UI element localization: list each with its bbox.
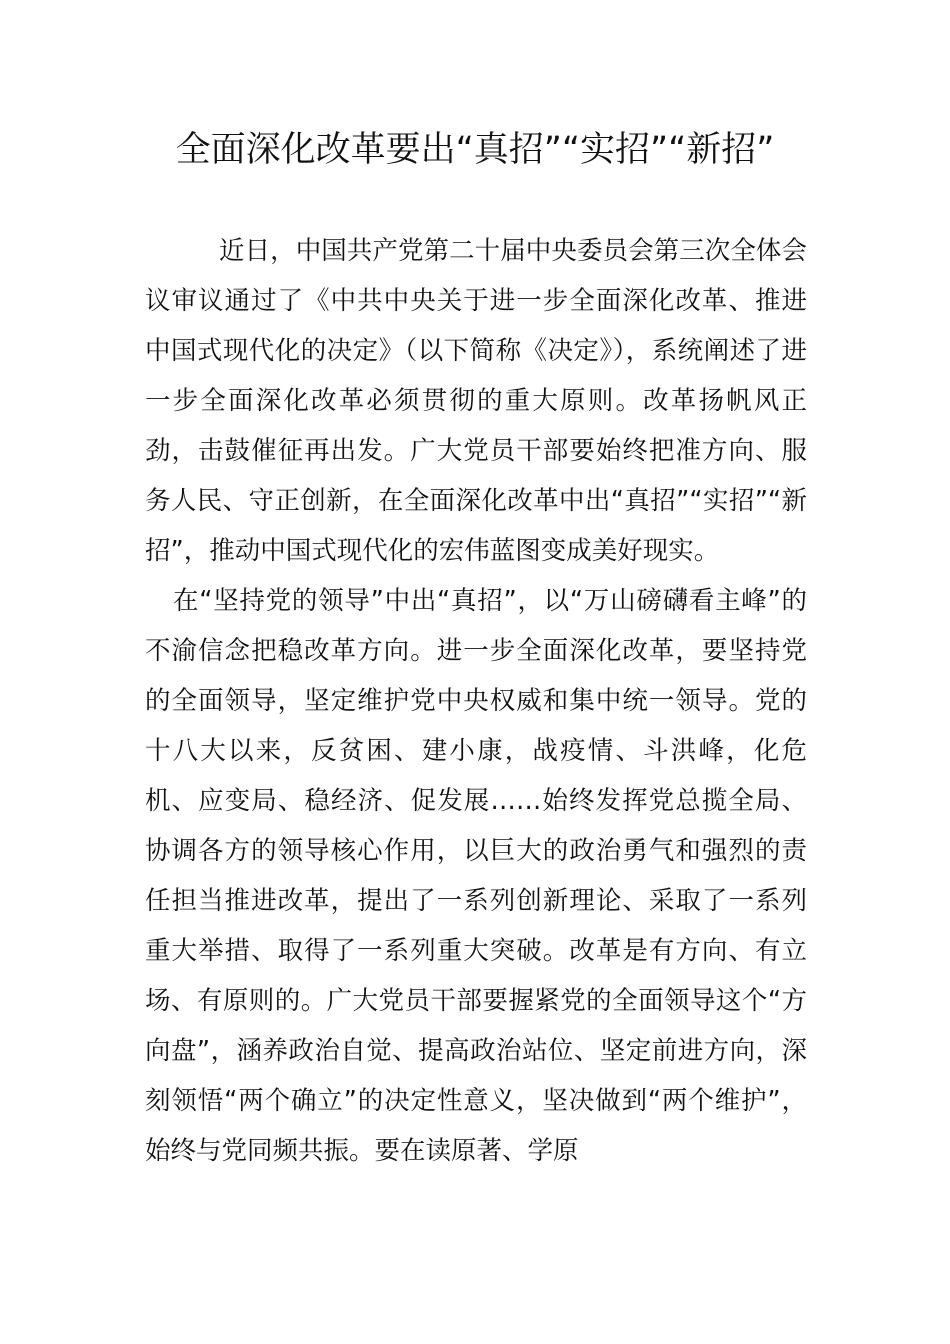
document-body <box>145 226 807 1176</box>
document-title: 全面深化改革要出“真招”“实招”“新招” <box>175 130 775 170</box>
paragraph-intro: 近日，中国共产党第二十届中央委员会第三次全体会议审议通过了《中共中央关于进一步全面深化改革、推进中国式现代化的决定》（以下简称《决定》），系统阐述了进一步全面深化改革必须贯彻的重大原则。改革扬帆风正劲，击鼓催征再出发。广大党员干部要始终把准方向、服务人民、守正创新，在全面深化改革中出“真招”“实招”“新招”，推动中国式现代化的宏伟蓝图变成美好现实。 <box>145 236 807 566</box>
paragraph-party-leadership: 在“坚持党的领导”中出“真招”，以“万山磅礴看主峰”的不渝信念把稳改革方向。进一步全面深化改革，要坚持党的全面领导，坚定维护党中央权威和集中统一领导。党的十八大以来，反贫困、建小康，战疫情、斗洪峰，化危机、应变局、稳经济、促发展……始终发挥党总揽全局、协调各方的领导核心作用，以巨大的政治勇气和强烈的责任担当推进改革，提出了一系列创新理论、采取了一系列重大举措、取得了一系列重大突破。改革是有方向、有立场、有原则的。广大党员干部要握紧党的全面领导这个“方向盘”，涵养政治自觉、提高政治站位、坚定前进方向，深刻领悟“两个确立”的决定性意义，坚决做到“两个维护”，始终与党同频共振。要在读原著、学原 <box>145 586 807 1166</box>
